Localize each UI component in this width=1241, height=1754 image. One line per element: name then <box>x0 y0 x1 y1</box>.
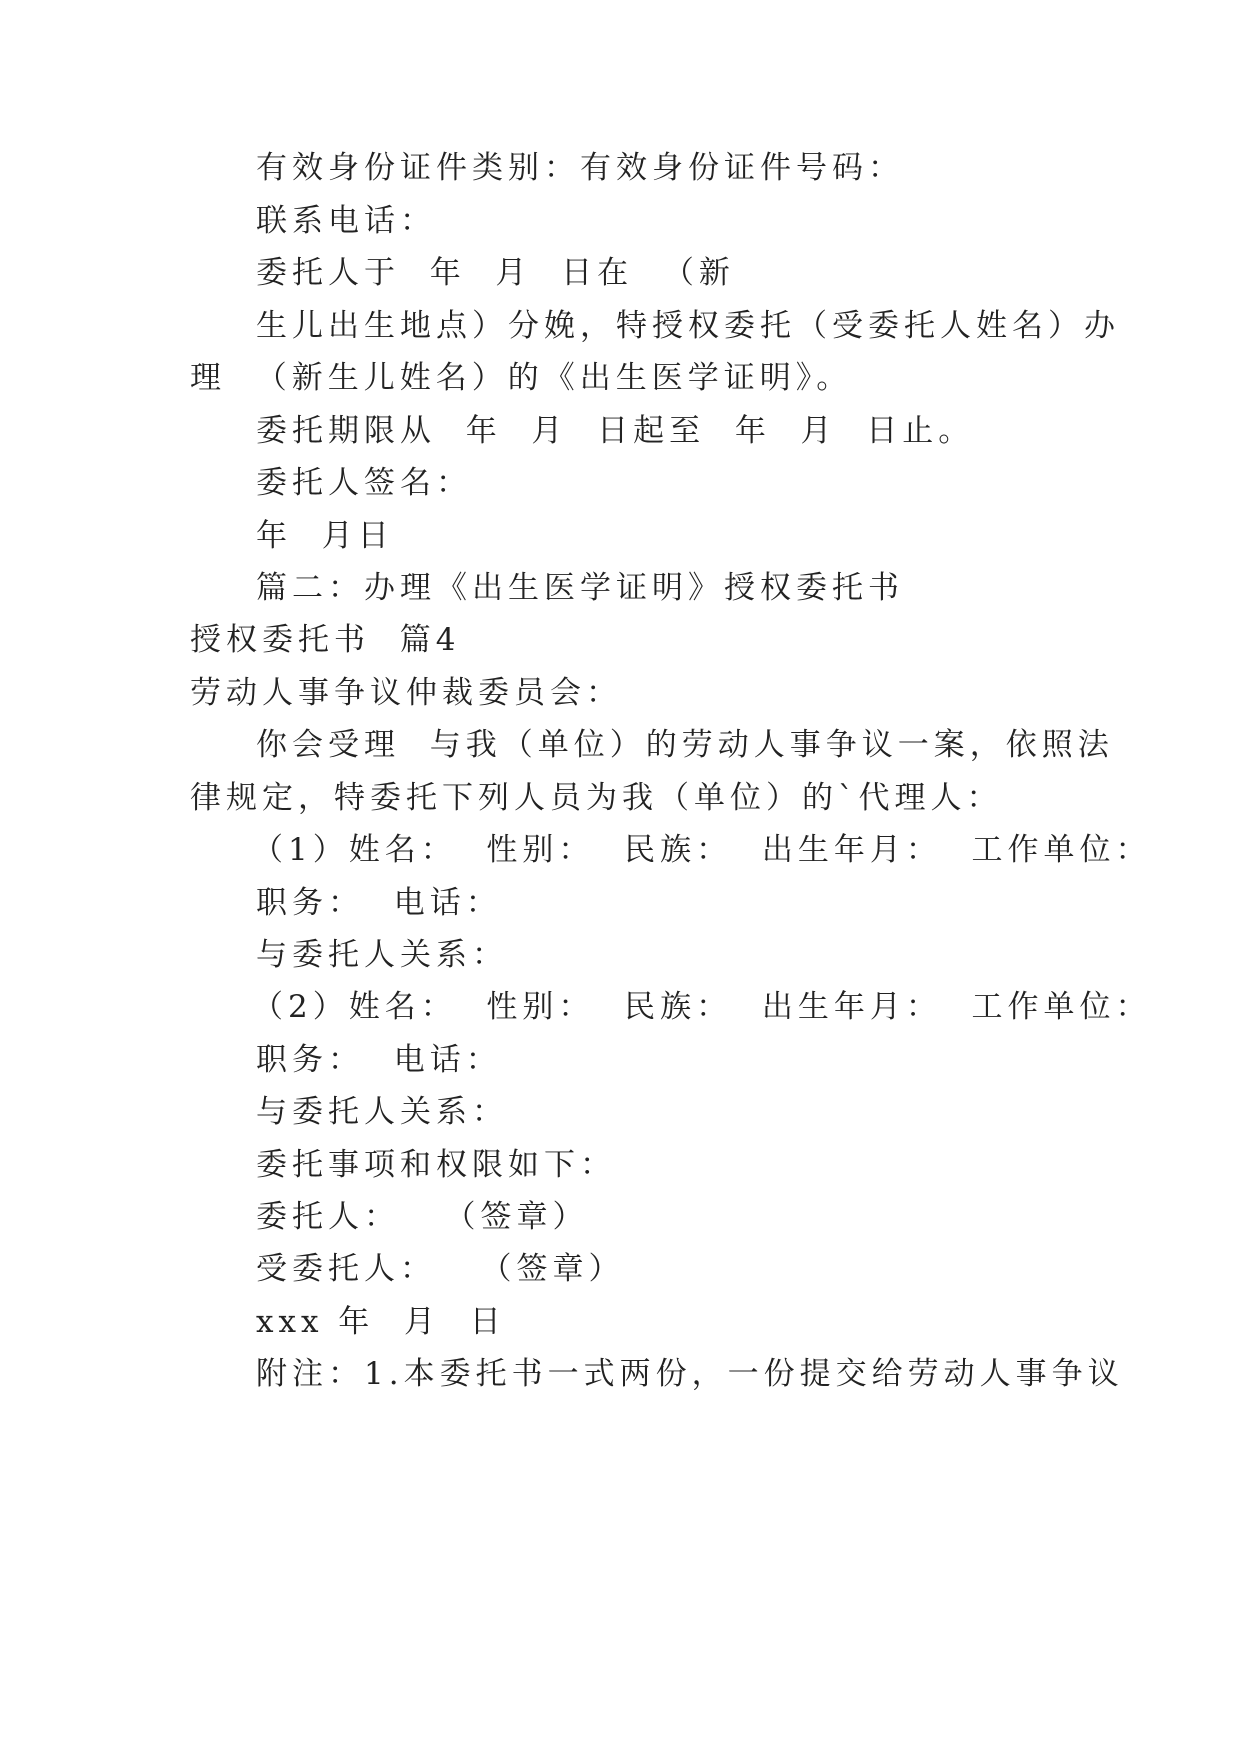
agent-seal-line: 受委托人： （签章） <box>256 1251 625 1287</box>
body-line-1: 你会受理 与我（单位）的劳动人事争议一案，依照法 <box>256 727 1114 763</box>
authority-line: 委托事项和权限如下： <box>256 1147 616 1183</box>
agent-1-relation-line: 与委托人关系： <box>256 937 508 973</box>
body-line-2: 律规定，特委托下列人员为我（单位）的`代理人： <box>190 780 1003 816</box>
id-type-line: 有效身份证件类别：有效身份证件号码： <box>256 150 904 186</box>
section-title: 授权委托书 篇4 <box>190 622 461 658</box>
agent-1-info-line: （1）姓名： 性别： 民族： 出生年月： 工作单位： <box>252 832 1152 868</box>
newborn-name-line: 理 （新生儿姓名）的《出生医学证明》。 <box>190 360 853 396</box>
phone-line: 联系电话： <box>256 203 436 239</box>
agent-2-duty-line: 职务： 电话： <box>256 1042 502 1078</box>
addressee-line: 劳动人事争议仲裁委员会： <box>190 675 622 711</box>
delivery-date-line: 委托人于 年 月 日在 （新 <box>256 255 735 291</box>
date-line: 年 月日 <box>256 518 394 554</box>
section-heading: 篇二：办理《出生医学证明》授权委托书 <box>256 570 904 606</box>
agent-1-duty-line: 职务： 电话： <box>256 885 502 921</box>
agent-2-info-line: （2）姓名： 性别： 民族： 出生年月： 工作单位： <box>252 989 1152 1025</box>
delivery-place-line: 生儿出生地点）分娩，特授权委托（受委托人姓名）办 <box>256 308 1120 344</box>
note-line: 附注：1.本委托书一式两份，一份提交给劳动人事争议 <box>256 1356 1124 1392</box>
signature-line: 委托人签名： <box>256 465 472 501</box>
term-line: 委托期限从 年 月 日起至 年 月 日止。 <box>256 413 975 449</box>
sign-date-line: xxx 年 月 日 <box>256 1304 506 1340</box>
principal-seal-line: 委托人： （签章） <box>256 1199 589 1235</box>
agent-2-relation-line: 与委托人关系： <box>256 1094 508 1130</box>
